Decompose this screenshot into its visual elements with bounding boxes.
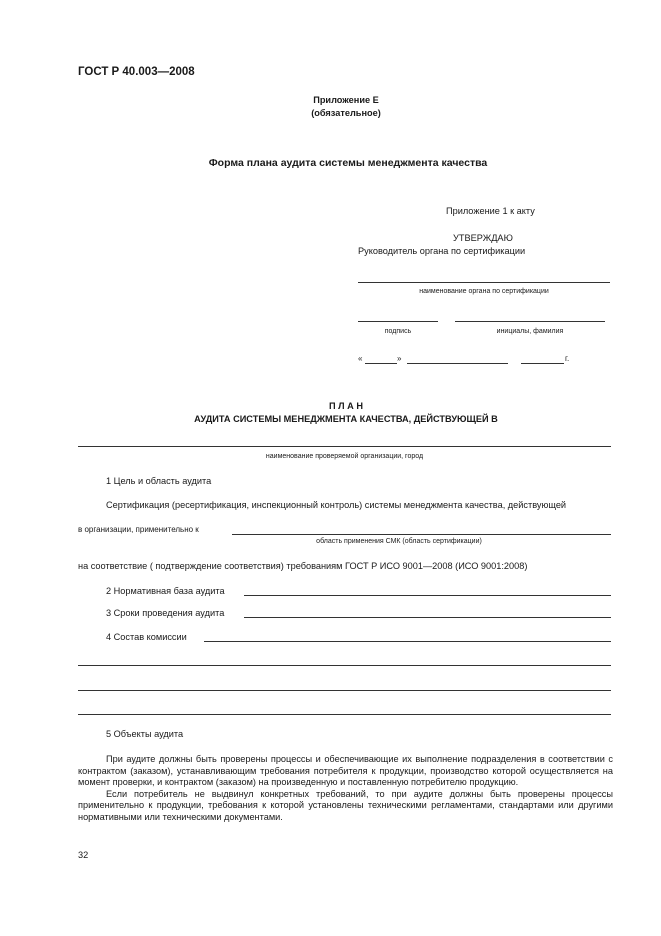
section-1-conformity: на соответствие ( подтверждение соответствия) требованиям ГОСТ Р ИСО 9001—2008 (ИСО 9001:2008) bbox=[78, 561, 528, 571]
date-open-quote: « bbox=[358, 354, 363, 363]
page-number: 32 bbox=[78, 850, 89, 860]
section-1-org: в организации, применительно к bbox=[78, 525, 199, 534]
body-paragraphs bbox=[78, 754, 613, 824]
section-3-heading: 3 Сроки проведения аудита bbox=[106, 608, 225, 618]
section-1-heading: 1 Цель и область аудита bbox=[106, 476, 212, 486]
commission-line-2 bbox=[78, 690, 611, 691]
section-2-line bbox=[244, 595, 611, 596]
approve-label: УТВЕРЖДАЮ bbox=[453, 233, 513, 243]
attachment-label: Приложение 1 к акту bbox=[446, 206, 535, 216]
signature-line bbox=[358, 321, 438, 322]
plan-subtitle: АУДИТА СИСТЕМЫ МЕНЕДЖМЕНТА КАЧЕСТВА, ДЕЙСТВУЮЩЕЙ В bbox=[194, 414, 498, 424]
appendix-status: (обязательное) bbox=[311, 108, 381, 118]
section-2-heading: 2 Нормативная база аудита bbox=[106, 586, 225, 596]
org-line bbox=[358, 282, 610, 283]
signature-caption: подпись bbox=[384, 328, 412, 335]
year-suffix: г. bbox=[565, 354, 570, 363]
organization-caption: наименование проверяемой организации, город bbox=[265, 453, 424, 460]
commission-line-3 bbox=[78, 714, 611, 715]
organization-line bbox=[78, 446, 611, 447]
form-title: Форма плана аудита системы менеджмента качества bbox=[208, 157, 488, 169]
scope-caption: область применения СМК (область сертификации) bbox=[316, 538, 482, 545]
initials-line bbox=[455, 321, 605, 322]
plan-title: П Л А Н bbox=[329, 401, 363, 411]
date-month-line bbox=[407, 363, 508, 364]
section-4-heading: 4 Состав комиссии bbox=[106, 632, 187, 642]
org-caption: наименование органа по сертификации bbox=[419, 288, 549, 295]
commission-line-1 bbox=[78, 665, 611, 666]
initials-caption: инициалы, фамилия bbox=[496, 328, 564, 335]
date-year-line bbox=[521, 363, 564, 364]
section-1-text: Сертификация (ресертификация, инспекционный контроль) системы менеджмента качества, действующей bbox=[106, 500, 567, 510]
date-day-line bbox=[365, 363, 397, 364]
head-label: Руководитель органа по сертификации bbox=[358, 246, 526, 256]
paragraph-2: Если потребитель не выдвинул конкретных требований, то при аудите должны быть проверены процессы применительно к продукции, требования к которой установлены техническими регламентами, стандартами или другими нормативными или техническими документами. bbox=[78, 788, 613, 822]
section-5-heading: 5 Объекты аудита bbox=[106, 729, 184, 739]
date-close-quote: » bbox=[397, 354, 402, 363]
section-3-line bbox=[244, 617, 611, 618]
section-4-line bbox=[204, 641, 611, 642]
appendix-title: Приложение Е bbox=[313, 95, 379, 105]
standard-header: ГОСТ Р 40.003—2008 bbox=[78, 66, 195, 78]
paragraph-1: При аудите должны быть проверены процессы и обеспечивающие их выполнение подразделения в соответствии с контрактом (заказом), устанавливающим требования потребителя к продукции, производство которой осуществляется на момент проверки, и контрактом (заказом) на произведенную и поставленную потребителю продукцию. bbox=[78, 754, 613, 788]
scope-line bbox=[232, 534, 611, 535]
